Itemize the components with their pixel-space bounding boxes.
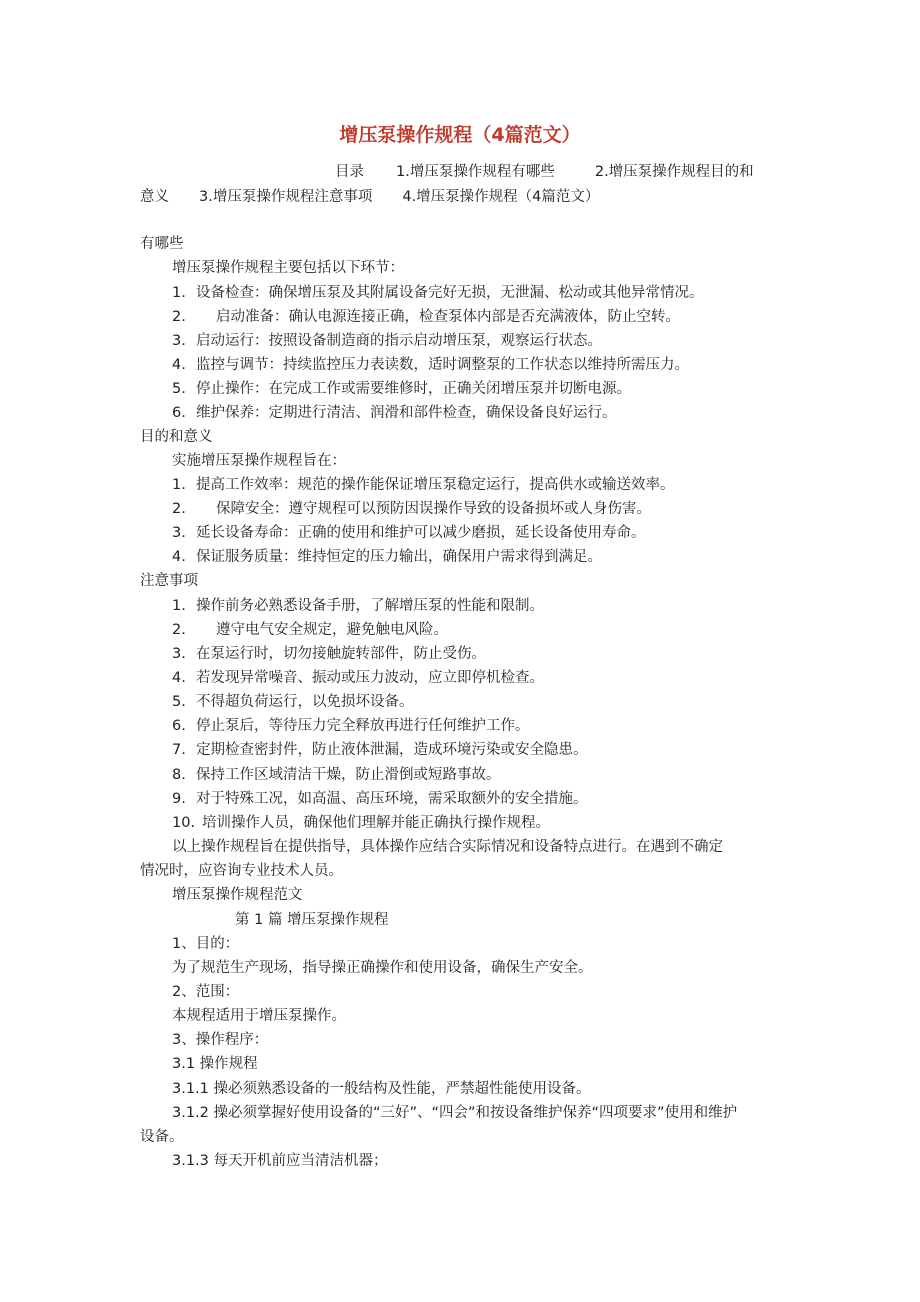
list-item: 2. 遵守电气安全规定，避免触电风险。 [172,622,448,638]
article-subtitle: 第 1 篇 增压泵操作规程 [235,912,389,928]
list-item: 4. 保证服务质量：维持恒定的压力输出，确保用户需求得到满足。 [172,549,602,565]
document-title: 增压泵操作规程（4篇范文） [339,124,581,146]
paragraph: 2、范围： [172,984,240,1000]
toc-line-1 [335,162,754,182]
paragraph: 3.1 操作规程 [172,1056,258,1072]
paragraph: 3.1.3 每天开机前应当清洁机器； [172,1153,388,1169]
list-item: 1. 操作前务必熟悉设备手册，了解增压泵的性能和限制。 [172,598,544,614]
section-heading: 增压泵操作规程范文 [172,887,303,903]
toc-item-1[interactable]: 1.增压泵操作规程有哪些 [396,164,555,180]
list-item: 6. 维护保养：定期进行清洁、润滑和部件检查，确保设备良好运行。 [172,405,617,421]
list-item: 10. 培训操作人员，确保他们理解并能正确执行操作规程。 [172,815,550,831]
section-heading: 有哪些 [140,236,184,252]
paragraph-cont: 情况时，应咨询专业技术人员。 [140,863,343,879]
list-item: 4. 若发现异常噪音、振动或压力波动，应立即停机检查。 [172,670,544,686]
toc-item-4[interactable]: 4.增压泵操作规程（4篇范文） [402,189,600,205]
list-item: 4. 监控与调节：持续监控压力表读数，适时调整泵的工作状态以维持所需压力。 [172,357,689,373]
list-item: 2. 启动准备：确认电源连接正确，检查泵体内部是否充满液体，防止空转。 [172,309,680,325]
paragraph: 为了规范生产现场，指导操正确操作和使用设备，确保生产安全。 [172,960,593,976]
section-intro: 实施增压泵操作规程旨在： [172,453,346,469]
list-item: 2. 保障安全：遵守规程可以预防因误操作导致的设备损坏或人身伤害。 [172,501,651,517]
list-item: 6. 停止泵后，等待压力完全释放再进行任何维护工作。 [172,718,530,734]
toc-item-2-cont[interactable]: 意义 [140,189,169,205]
list-item: 3. 在泵运行时，切勿接触旋转部件，防止受伤。 [172,646,486,662]
paragraph: 3、操作程序： [172,1032,269,1048]
paragraph-cont: 设备。 [140,1129,184,1145]
section-heading: 目的和意义 [140,429,213,445]
toc-item-3[interactable]: 3.增压泵操作规程注意事项 [199,189,373,205]
section-intro: 增压泵操作规程主要包括以下环节： [172,260,404,276]
list-item: 5. 停止操作：在完成工作或需要维修时，正确关闭增压泵并切断电源。 [172,381,631,397]
toc-item-2[interactable]: 2.增压泵操作规程目的和 [594,164,754,180]
list-item: 9. 对于特殊工况，如高温、高压环境，需采取额外的安全措施。 [172,791,588,807]
section-heading: 注意事项 [140,573,198,589]
paragraph: 3.1.1 操必须熟悉设备的一般结构及性能，严禁超性能使用设备。 [172,1081,591,1097]
toc-label: 目录 [335,164,364,180]
list-item: 1. 设备检查：确保增压泵及其附属设备完好无损，无泄漏、松动或其他异常情况。 [172,285,704,301]
list-item: 1. 提高工作效率：规范的操作能保证增压泵稳定运行，提高供水或输送效率。 [172,477,675,493]
list-item: 8. 保持工作区域清洁干燥，防止滑倒或短路事故。 [172,767,501,783]
paragraph: 3.1.2 操必须掌握好使用设备的“三好”、“四会”和按设备维护保养“四项要求”使用和维护 [172,1105,738,1121]
toc-line-2 [140,187,599,207]
paragraph: 以上操作规程旨在提供指导，具体操作应结合实际情况和设备特点进行。在遇到不确定 [172,839,723,855]
list-item: 3. 启动运行：按照设备制造商的指示启动增压泵，观察运行状态。 [172,333,602,349]
paragraph: 1、目的： [172,936,240,952]
list-item: 3. 延长设备寿命：正确的使用和维护可以减少磨损，延长设备使用寿命。 [172,525,646,541]
list-item: 7. 定期检查密封件，防止液体泄漏，造成环境污染或安全隐患。 [172,742,588,758]
list-item: 5. 不得超负荷运行，以免损坏设备。 [172,694,414,710]
paragraph: 本规程适用于增压泵操作。 [172,1008,346,1024]
